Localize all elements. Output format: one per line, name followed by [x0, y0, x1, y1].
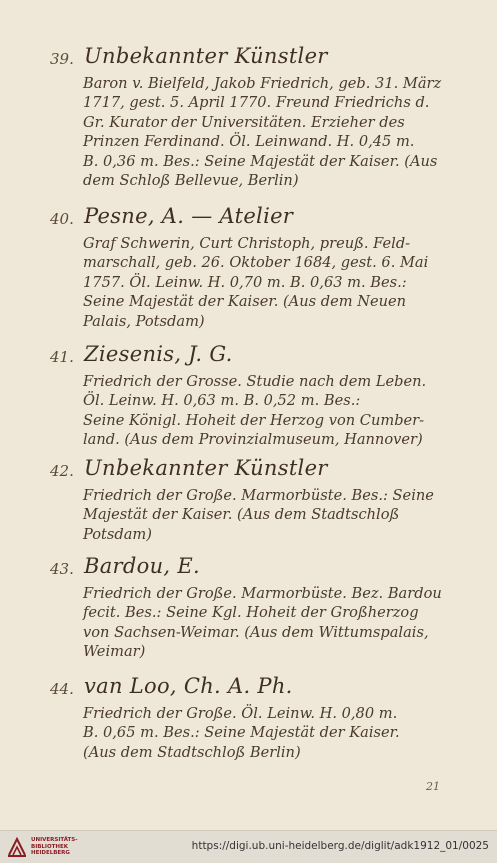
description-line: Graf Schwerin, Curt Christoph, preuß. Feld-	[83, 235, 411, 252]
description-line: B. 0,65 m. Bes.: Seine Majestät der Kaiser.	[83, 724, 400, 742]
catalog-entry-44	[50, 674, 450, 762]
catalog-entry-39	[50, 44, 450, 190]
description-line: Friedrich der Große. Marmorbüste. Bes.: Seine	[83, 487, 434, 504]
description-line: Baron v. Bielfeld, Jakob Friedrich, geb. 31. März	[83, 75, 442, 92]
description-line: fecit. Bes.: Seine Kgl. Hoheit der Großherzog	[83, 604, 419, 622]
entry-number: 42.	[50, 462, 74, 480]
description-line: Öl. Leinw. H. 0,63 m. B. 0,52 m. Bes.:	[83, 392, 361, 410]
description-line: Friedrich der Große. Öl. Leinw. H. 0,80 m.	[83, 705, 398, 722]
entry-number: 44.	[50, 680, 74, 698]
description-line: Seine Majestät der Kaiser. (Aus dem Neuen	[83, 293, 407, 311]
entry-description	[83, 486, 450, 544]
entry-artist: Unbekannter Künstler	[84, 456, 328, 480]
library-name-line: HEIDELBERG	[31, 850, 70, 856]
catalog-entry-42	[50, 456, 450, 544]
entry-number: 40.	[50, 210, 74, 228]
catalog-entry-40	[50, 204, 450, 331]
entry-artist: Unbekannter Künstler	[84, 44, 328, 68]
description-line: (Aus dem Stadtschloß Berlin)	[83, 743, 301, 761]
description-line: B. 0,36 m. Bes.: Seine Majestät der Kaiser. (Aus	[83, 152, 438, 170]
description-line: Friedrich der Grosse. Studie nach dem Leben.	[83, 373, 427, 390]
entry-artist: Ziesenis, J. G.	[84, 342, 233, 366]
viewer-footer	[0, 830, 497, 863]
entry-number: 41.	[50, 348, 74, 366]
permalink-url[interactable]: https://digi.ub.uni-heidelberg.de/diglit/adk1912_01/0025	[191, 840, 489, 852]
entry-number: 39.	[50, 50, 74, 68]
description-line: land. (Aus dem Provinzialmuseum, Hannover)	[83, 431, 423, 449]
library-name-line: BIBLIOTHEK	[31, 843, 69, 850]
description-line: marschall, geb. 26. Oktober 1684, gest. 6. Mai	[83, 254, 429, 272]
university-library-logo-icon[interactable]	[6, 836, 28, 858]
entry-artist: Bardou, E.	[84, 554, 200, 578]
description-line: 1717, gest. 5. April 1770. Freund Friedrichs d.	[83, 94, 430, 112]
entry-description	[83, 704, 450, 762]
entry-description	[83, 584, 450, 662]
description-line: Palais, Potsdam)	[83, 312, 205, 330]
catalog-entry-43	[50, 554, 450, 662]
entry-description	[83, 74, 450, 190]
description-line: Majestät der Kaiser. (Aus dem Stadtschloß	[83, 506, 400, 524]
library-name	[31, 837, 78, 857]
entry-description	[83, 234, 450, 331]
entry-artist: van Loo, Ch. A. Ph.	[84, 674, 293, 698]
catalog-entry-41	[50, 342, 450, 450]
description-line: Prinzen Ferdinand. Öl. Leinwand. H. 0,45 m.	[83, 133, 415, 151]
entry-description	[83, 372, 450, 450]
description-line: Gr. Kurator der Universitäten. Erzieher des	[83, 113, 405, 131]
description-line: Potsdam)	[83, 525, 152, 543]
description-line: 1757. Öl. Leinw. H. 0,70 m. B. 0,63 m. Bes.:	[83, 273, 407, 291]
entry-number: 43.	[50, 560, 74, 578]
description-line: Weimar)	[83, 643, 146, 661]
description-line: Friedrich der Große. Marmorbüste. Bez. Bardou	[83, 585, 442, 602]
description-line: von Sachsen-Weimar. (Aus dem Wittumspalais,	[83, 623, 429, 641]
description-line: dem Schloß Bellevue, Berlin)	[83, 172, 299, 190]
library-name-line: UNIVERSITÄTS-	[31, 837, 78, 843]
entry-artist: Pesne, A. — Atelier	[84, 204, 294, 228]
page-number: 21	[426, 780, 440, 793]
description-line: Seine Königl. Hoheit der Herzog von Cumber-	[83, 411, 425, 429]
